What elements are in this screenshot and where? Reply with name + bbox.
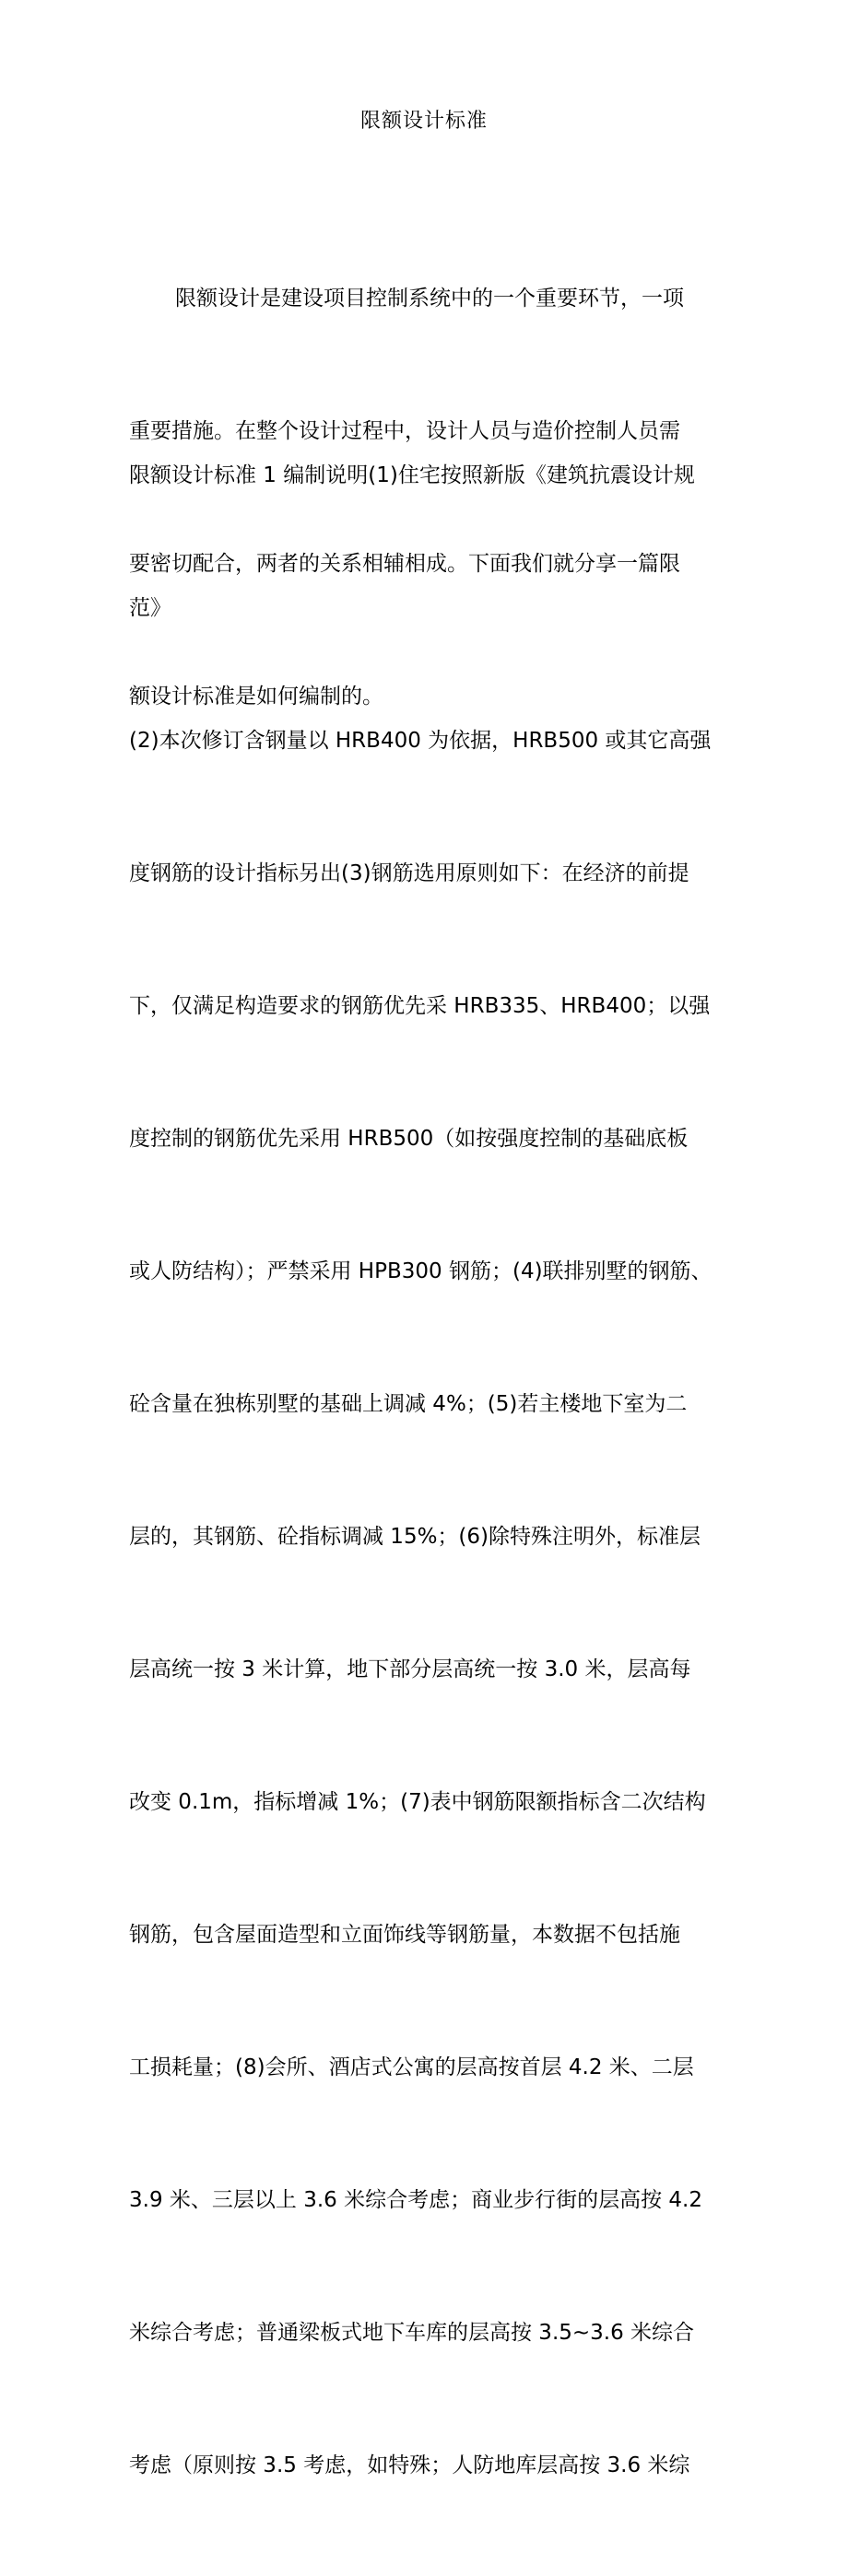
- body-line: 层高统一按 3 米计算，地下部分层高统一按 3.0 米，层高每: [129, 1657, 691, 1681]
- intro-line: 重要措施。在整个设计过程中，设计人员与造价控制人员需: [129, 419, 680, 443]
- body-line: 钢筋，包含屋面造型和立面饰线等钢筋量，本数据不包括施: [129, 1923, 680, 1947]
- intro-line: 要密切配合，两者的关系相辅相成。下面我们就分享一篇限: [129, 552, 680, 576]
- intro-line: 额设计标准是如何编制的。: [129, 685, 383, 708]
- body-line: 改变 0.1m，指标增减 1%；(7)表中钢筋限额指标含二次结构: [129, 1790, 706, 1814]
- body-line: 米综合考虑；普通梁板式地下车库的层高按 3.5~3.6 米综合: [129, 2321, 695, 2345]
- body-line: 下，仅满足构造要求的钢筋优先采 HRB335、HRB400；以强: [129, 994, 711, 1018]
- body-line: 限额设计标准 1 编制说明(1)住宅按照新版《建筑抗震设计规: [129, 463, 695, 487]
- body-line: 考虑（原则按 3.5 考虑，如特殊；人防地库层高按 3.6 米综: [129, 2453, 690, 2477]
- body-line: 度控制的钢筋优先采用 HRB500（如按强度控制的基础底板: [129, 1127, 689, 1151]
- body-line: 或人防结构）；严禁采用 HPB300 钢筋；(4)联排别墅的钢筋、: [129, 1259, 713, 1283]
- intro-line: 限额设计是建设项目控制系统中的一个重要环节，一项: [175, 287, 684, 310]
- body-line: 度钢筋的设计指标另出(3)钢筋选用原则如下：在经济的前提: [129, 861, 689, 885]
- body-line: 砼含量在独栋别墅的基础上调减 4%；(5)若主楼地下室为二: [129, 1392, 688, 1416]
- body-line: 3.9 米、三层以上 3.6 米综合考虑；商业步行街的层高按 4.2: [129, 2188, 702, 2212]
- specification-paragraph: [129, 365, 724, 2576]
- body-line: 范》: [129, 596, 171, 620]
- body-line: 工损耗量；(8)会所、酒店式公寓的层高按首层 4.2 米、二层: [129, 2055, 694, 2079]
- document-title: 限额设计标准: [359, 110, 488, 133]
- body-line: 层的，其钢筋、砼指标调减 15%；(6)除特殊注明外，标准层: [129, 1525, 701, 1549]
- body-line: (2)本次修订含钢量以 HRB400 为依据，HRB500 或其它高强: [129, 729, 712, 753]
